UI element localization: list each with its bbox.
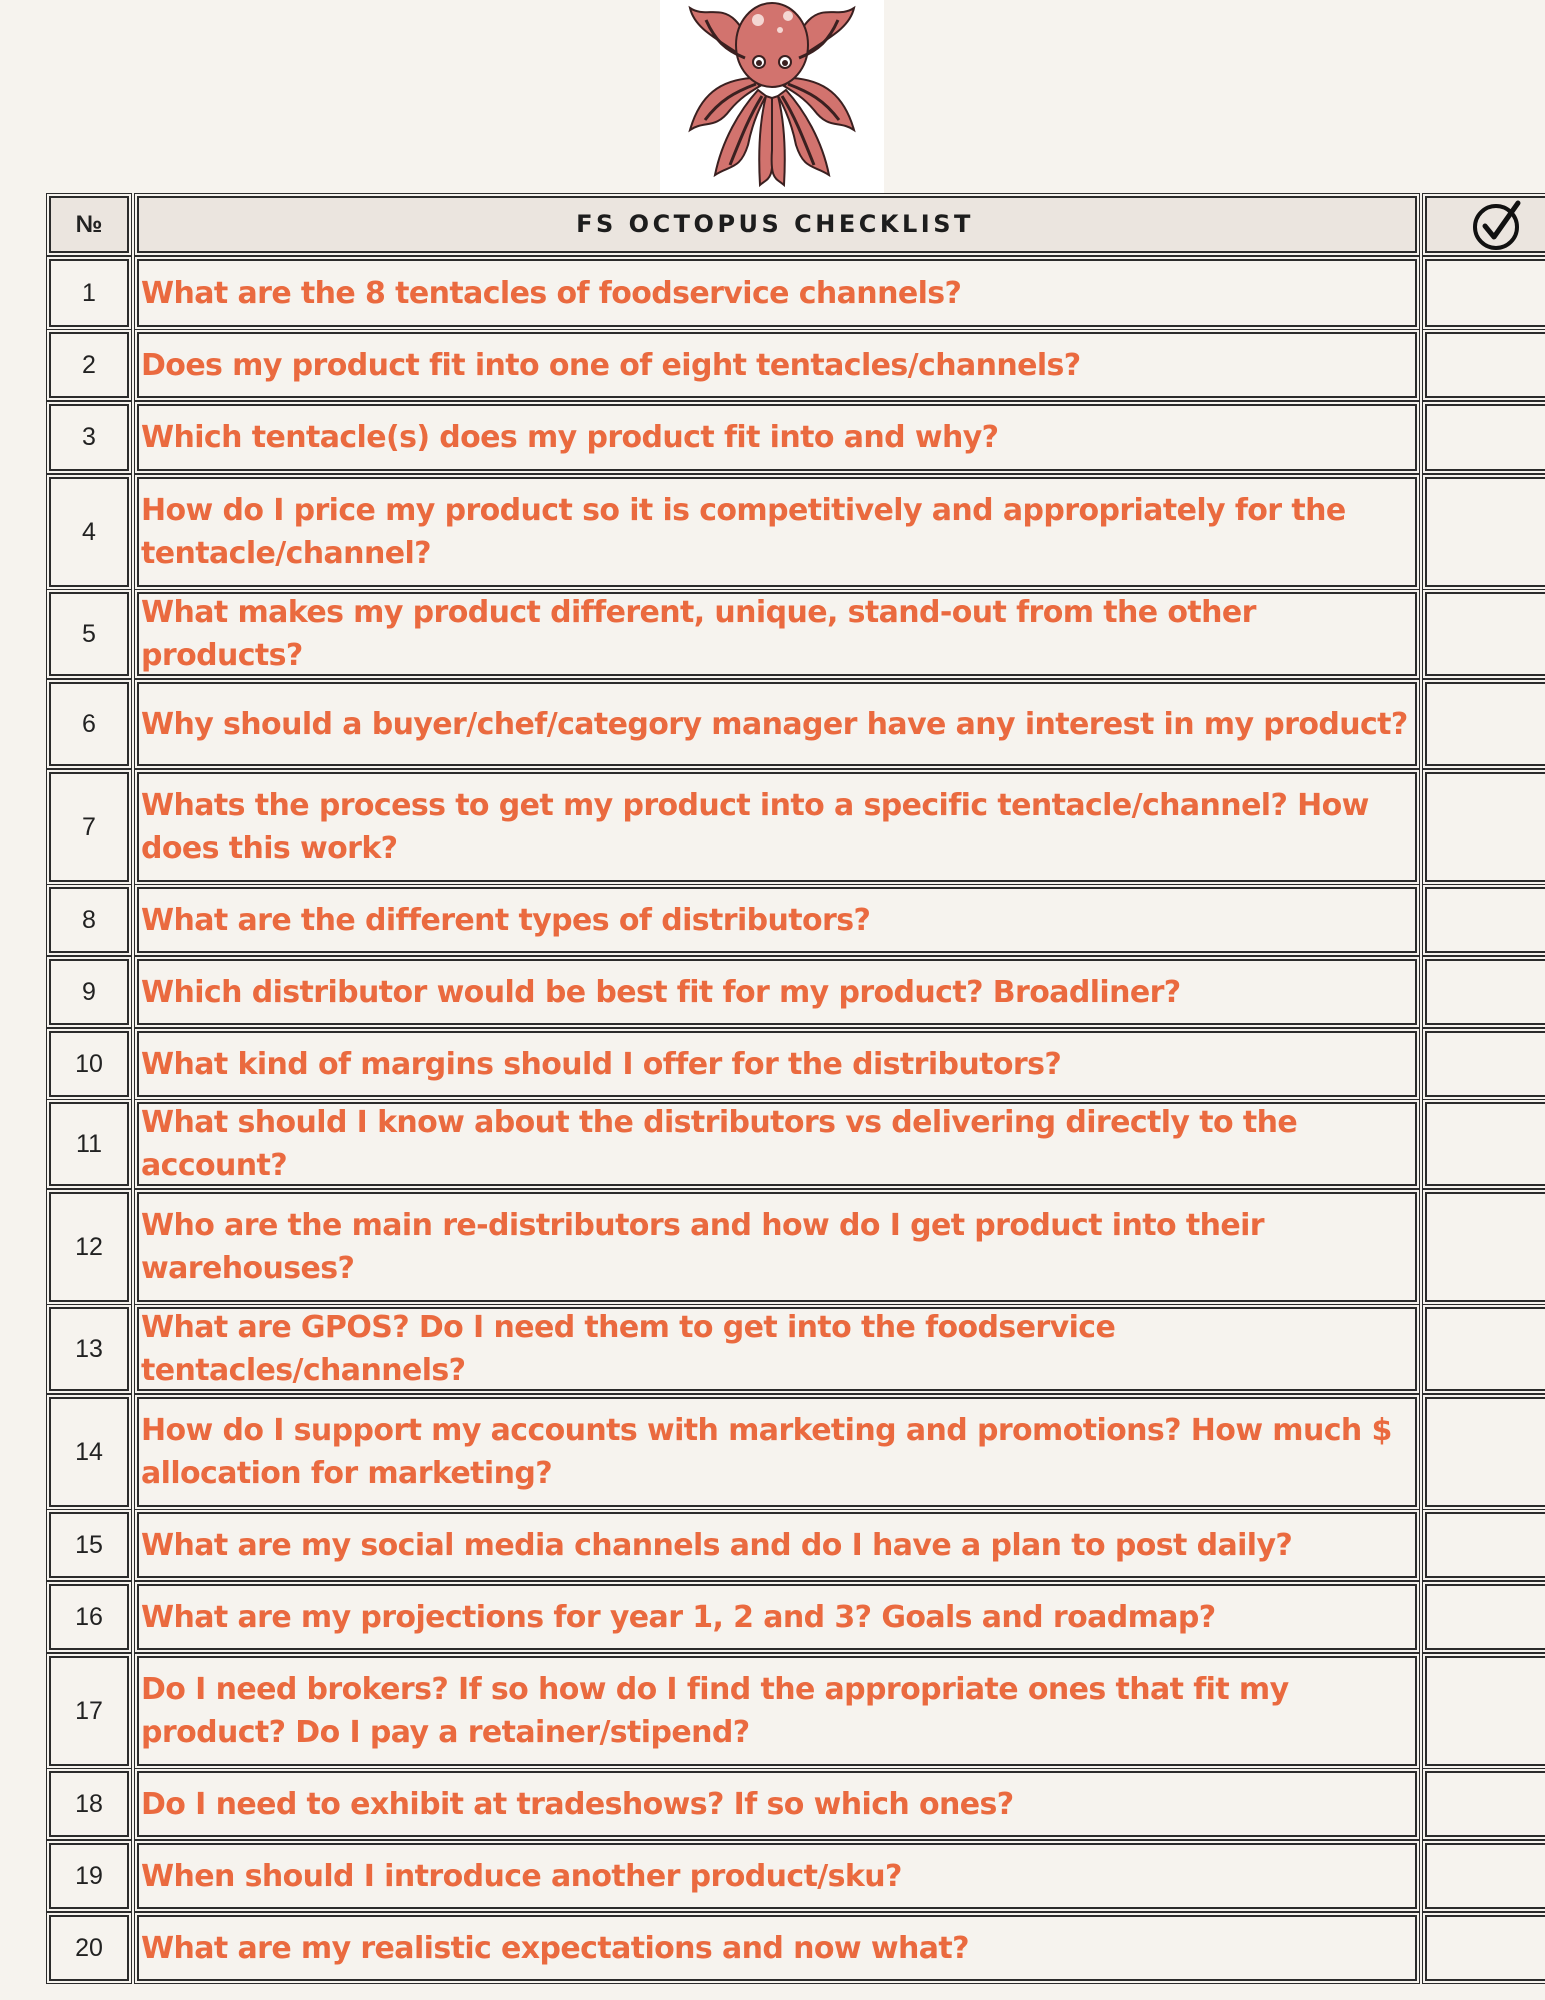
question-text: What are GPOS? Do I need them to get into the foodservice tentacles/channels?	[137, 1307, 1417, 1391]
check-box[interactable]	[1425, 1397, 1545, 1507]
number-column-header: №	[49, 196, 129, 253]
row-number: 20	[49, 1915, 129, 1981]
check-box[interactable]	[1425, 1512, 1545, 1578]
question-text: What are my realistic expectations and now what?	[137, 1915, 1417, 1981]
question-text: Do I need to exhibit at tradeshows? If so which ones?	[137, 1771, 1417, 1837]
question-text: Which distributor would be best fit for my product? Broadliner?	[137, 959, 1417, 1025]
question-text: What should I know about the distributors vs delivering directly to the account?	[137, 1102, 1417, 1186]
question-text: When should I introduce another product/sku?	[137, 1843, 1417, 1909]
question-text: Which tentacle(s) does my product fit into and why?	[137, 404, 1417, 471]
question-text: Why should a buyer/chef/category manager have any interest in my product?	[137, 682, 1417, 766]
check-box[interactable]	[1425, 1915, 1545, 1981]
row-number: 12	[49, 1192, 129, 1302]
check-column-header	[1425, 196, 1545, 253]
check-box[interactable]	[1425, 592, 1545, 676]
check-box[interactable]	[1425, 332, 1545, 398]
check-box[interactable]	[1425, 477, 1545, 587]
row-number: 17	[49, 1656, 129, 1766]
row-number: 6	[49, 682, 129, 766]
check-box[interactable]	[1425, 1031, 1545, 1097]
checklist-title: FS OCTOPUS CHECKLIST	[137, 196, 1417, 253]
question-text: Whats the process to get my product into a specific tentacle/channel? How does this work?	[137, 772, 1417, 882]
row-number: 10	[49, 1031, 129, 1097]
question-text: What are the different types of distributors?	[137, 887, 1417, 953]
check-box[interactable]	[1425, 887, 1545, 953]
row-number: 4	[49, 477, 129, 587]
row-number: 13	[49, 1307, 129, 1391]
row-number: 16	[49, 1584, 129, 1650]
check-box[interactable]	[1425, 959, 1545, 1025]
question-text: How do I price my product so it is competitively and appropriately for the tentacle/channel?	[137, 477, 1417, 587]
check-box[interactable]	[1425, 1771, 1545, 1837]
question-text: What are my social media channels and do I have a plan to post daily?	[137, 1512, 1417, 1578]
row-number: 5	[49, 592, 129, 676]
row-number: 7	[49, 772, 129, 882]
question-text: Do I need brokers? If so how do I find the appropriate ones that fit my product? Do I pay a retainer/stipend?	[137, 1656, 1417, 1766]
row-number: 19	[49, 1843, 129, 1909]
row-number: 3	[49, 404, 129, 471]
question-text: Who are the main re-distributors and how do I get product into their warehouses?	[137, 1192, 1417, 1302]
check-box[interactable]	[1425, 1307, 1545, 1391]
row-number: 18	[49, 1771, 129, 1837]
question-text: What are the 8 tentacles of foodservice channels?	[137, 259, 1417, 327]
question-text: What kind of margins should I offer for the distributors?	[137, 1031, 1417, 1097]
row-number: 15	[49, 1512, 129, 1578]
check-circle-icon	[1472, 199, 1524, 251]
check-box[interactable]	[1425, 682, 1545, 766]
row-number: 11	[49, 1102, 129, 1186]
question-text: How do I support my accounts with marketing and promotions? How much $ allocation for marketing?	[137, 1397, 1417, 1507]
check-box[interactable]	[1425, 1584, 1545, 1650]
check-box[interactable]	[1425, 259, 1545, 327]
row-number: 2	[49, 332, 129, 398]
row-number: 1	[49, 259, 129, 327]
check-box[interactable]	[1425, 1192, 1545, 1302]
question-text: What are my projections for year 1, 2 and 3? Goals and roadmap?	[137, 1584, 1417, 1650]
check-box[interactable]	[1425, 772, 1545, 882]
row-number: 8	[49, 887, 129, 953]
check-box[interactable]	[1425, 404, 1545, 471]
check-box[interactable]	[1425, 1656, 1545, 1766]
check-box[interactable]	[1425, 1102, 1545, 1186]
check-box[interactable]	[1425, 1843, 1545, 1909]
row-number: 9	[49, 959, 129, 1025]
question-text: What makes my product different, unique, stand-out from the other products?	[137, 592, 1417, 676]
row-number: 14	[49, 1397, 129, 1507]
question-text: Does my product fit into one of eight tentacles/channels?	[137, 332, 1417, 398]
